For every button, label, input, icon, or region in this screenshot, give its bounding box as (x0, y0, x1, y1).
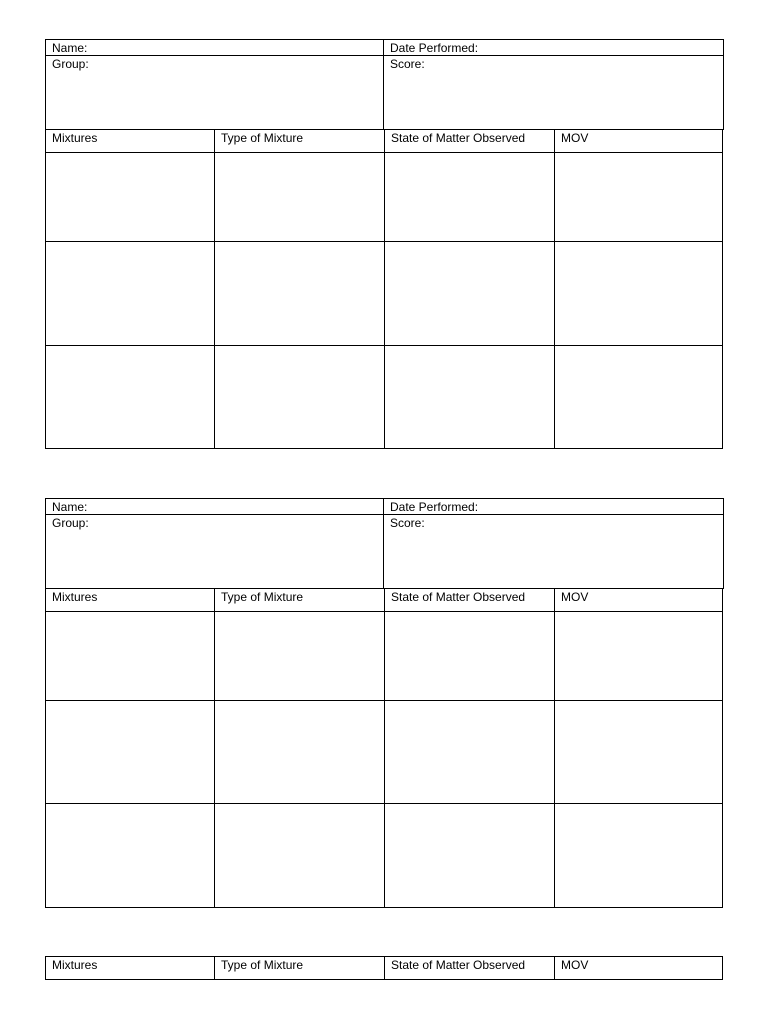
table-cell[interactable] (384, 345, 555, 449)
header-state-of-matter (384, 129, 555, 153)
date-performed-field[interactable] (383, 498, 724, 515)
table-cell[interactable] (384, 611, 555, 701)
group-field[interactable] (45, 514, 384, 589)
name-field[interactable] (45, 39, 384, 56)
name-label: Name: (52, 500, 88, 514)
header-label: Type of Mixture (221, 958, 304, 972)
score-label: Score: (390, 57, 425, 71)
table-cell[interactable] (45, 152, 215, 242)
header-label: Type of Mixture (221, 590, 304, 604)
score-field[interactable] (383, 55, 724, 130)
table-cell[interactable] (214, 611, 385, 701)
table-cell[interactable] (554, 611, 723, 701)
table-cell[interactable] (214, 803, 385, 908)
header-label: Mixtures (52, 131, 98, 145)
name-field[interactable] (45, 498, 384, 515)
header-label: Type of Mixture (221, 131, 304, 145)
header-mixtures (45, 129, 215, 153)
table-cell[interactable] (384, 241, 555, 346)
header-mixtures (45, 956, 215, 980)
table-cell[interactable] (214, 345, 385, 449)
table-cell[interactable] (384, 152, 555, 242)
table-cell[interactable] (554, 345, 723, 449)
score-label: Score: (390, 516, 425, 530)
date-performed-label: Date Performed: (390, 500, 479, 514)
header-label: Mixtures (52, 590, 98, 604)
table-cell[interactable] (214, 152, 385, 242)
header-state-of-matter (384, 588, 555, 612)
header-label: State of Matter Observed (391, 131, 526, 145)
header-label: Mixtures (52, 958, 98, 972)
header-label: MOV (561, 131, 589, 145)
name-label: Name: (52, 41, 88, 55)
group-label: Group: (52, 57, 89, 71)
header-label: State of Matter Observed (391, 958, 526, 972)
table-cell[interactable] (554, 803, 723, 908)
table-cell[interactable] (214, 241, 385, 346)
score-field[interactable] (383, 514, 724, 589)
header-mov (554, 956, 723, 980)
table-cell[interactable] (45, 611, 215, 701)
table-cell[interactable] (45, 241, 215, 346)
table-cell[interactable] (384, 700, 555, 804)
header-label: State of Matter Observed (391, 590, 526, 604)
header-mov (554, 129, 723, 153)
table-cell[interactable] (45, 803, 215, 908)
table-cell[interactable] (384, 803, 555, 908)
table-cell[interactable] (214, 700, 385, 804)
date-performed-label: Date Performed: (390, 41, 479, 55)
header-mov (554, 588, 723, 612)
table-cell[interactable] (45, 345, 215, 449)
header-label: MOV (561, 958, 589, 972)
group-label: Group: (52, 516, 89, 530)
header-type-of-mixture (214, 588, 385, 612)
header-type-of-mixture (214, 129, 385, 153)
date-performed-field[interactable] (383, 39, 724, 56)
table-cell[interactable] (554, 700, 723, 804)
header-type-of-mixture (214, 956, 385, 980)
table-cell[interactable] (554, 241, 723, 346)
table-cell[interactable] (45, 700, 215, 804)
group-field[interactable] (45, 55, 384, 130)
header-mixtures (45, 588, 215, 612)
table-cell[interactable] (554, 152, 723, 242)
header-state-of-matter (384, 956, 555, 980)
header-label: MOV (561, 590, 589, 604)
